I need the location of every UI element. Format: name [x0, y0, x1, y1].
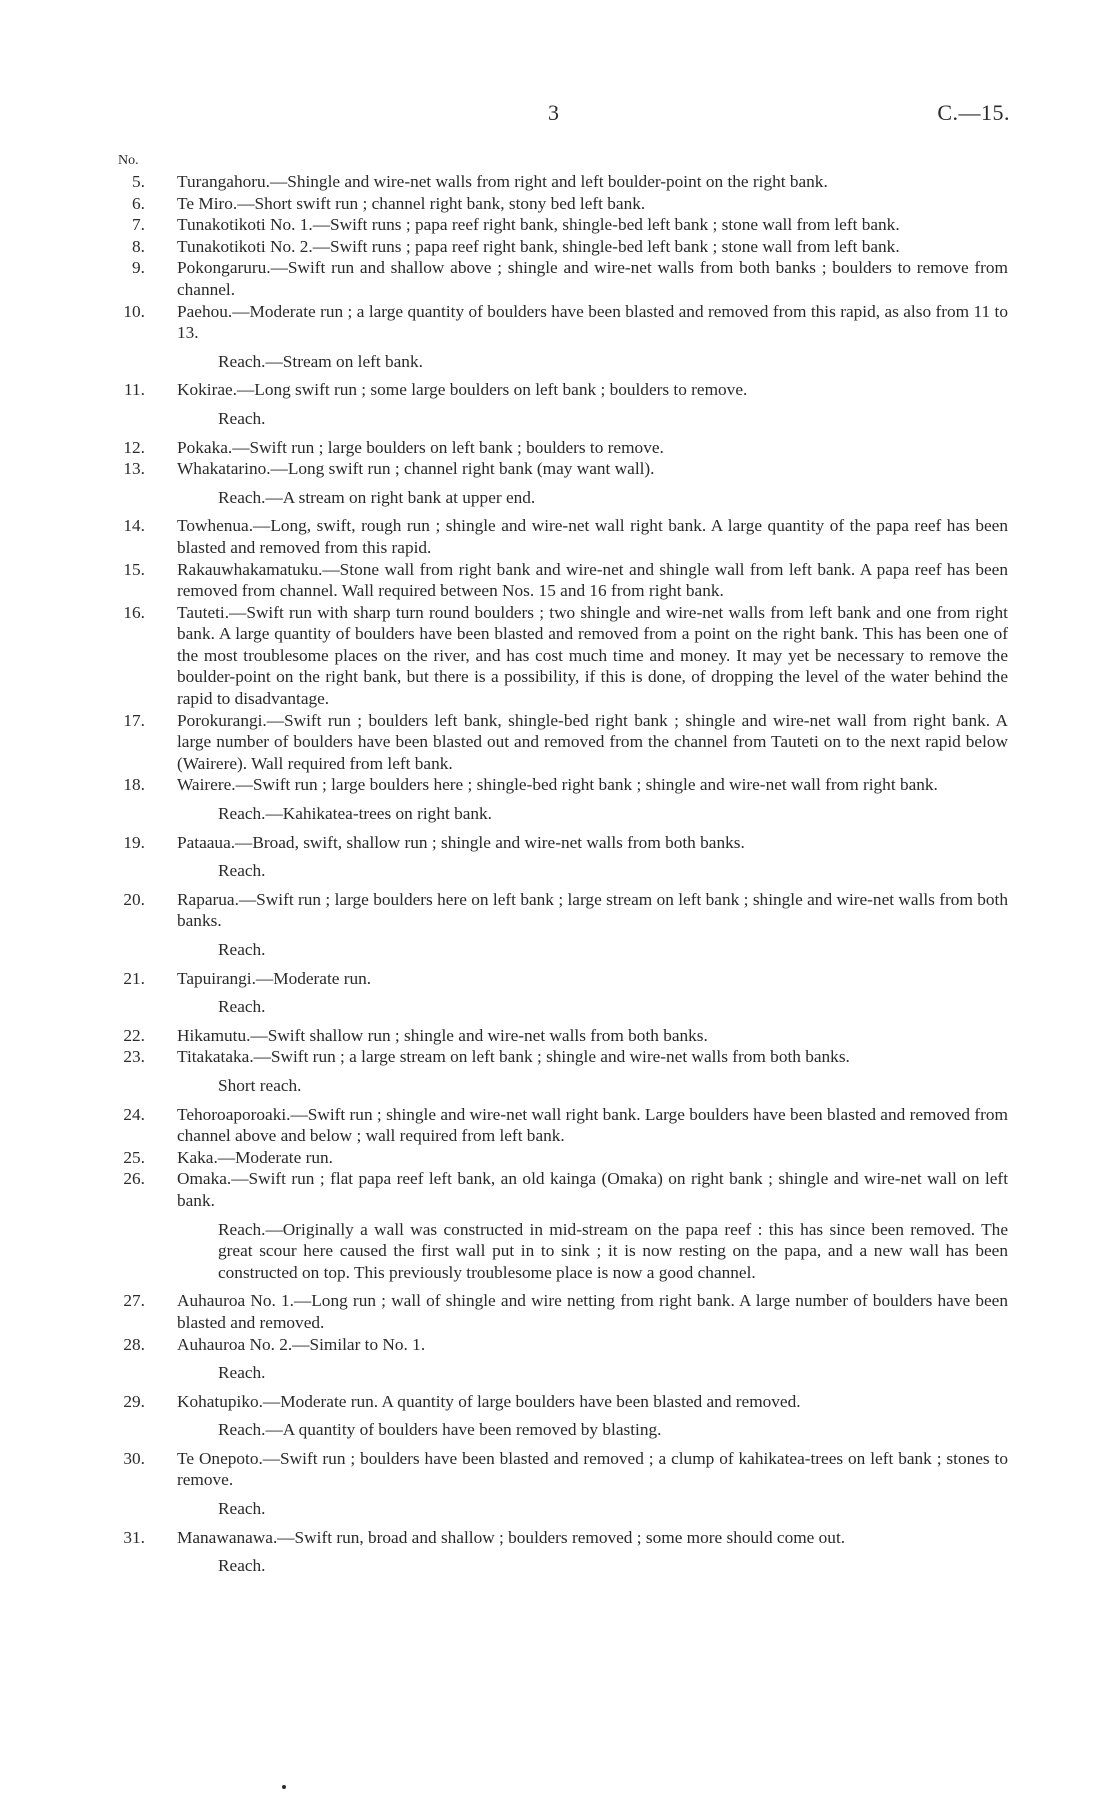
- page-header: [0, 100, 1114, 130]
- entry-number: 23.: [123, 1047, 145, 1067]
- ink-speck: [282, 1785, 286, 1789]
- entry-text: Tauteti.—Swift run with sharp turn round boulders ; two shingle and wire-net walls from left bank and one from right bank. A large quantity of boulders have been blasted and removed from a point on the right bank. This has been one of the most troublesome places on the river, and has cost much time and money. It may yet be necessary to remove the boulder-point on the right bank, but there is a possibility, if this is done, of dropping the level of the water behind the rapid to disadvantage.: [177, 602, 1008, 709]
- rapid-entry: [118, 559, 1008, 602]
- rapid-entry: [118, 968, 1008, 990]
- entry-text: Hikamutu.—Swift shallow run ; shingle and wire-net walls from both banks.: [177, 1025, 708, 1045]
- rapid-entry: [118, 1104, 1008, 1147]
- entry-text: Manawanawa.—Swift run, broad and shallow ; boulders removed ; some more should come out.: [177, 1527, 846, 1547]
- entry-number: 7.: [132, 215, 145, 235]
- entry-number: 14.: [123, 516, 145, 536]
- entry-text: Raparua.—Swift run ; large boulders here on left bank ; large stream on left bank ; shingle and wire-net walls from both banks.: [177, 889, 1008, 931]
- rapid-entry: [118, 1527, 1008, 1549]
- reach-note: Reach.: [218, 940, 266, 959]
- reach-note: Reach.: [218, 408, 266, 428]
- entry-number: 20.: [123, 889, 145, 909]
- rapid-entry: [118, 1025, 1008, 1047]
- entry-text: Titakataka.—Swift run ; a large stream on left bank ; shingle and wire-net walls from both banks.: [177, 1047, 850, 1067]
- reach-note: Reach.—Stream on left bank.: [218, 351, 423, 371]
- rapid-entry: [118, 458, 1008, 480]
- reach-note: Short reach.: [218, 1075, 302, 1095]
- rapid-entry: [118, 1290, 1008, 1333]
- entry-text: Porokurangi.—Swift run ; boulders left bank, shingle-bed right bank ; shingle and wire-net wall from right bank. A large number of boulders have been blasted out and removed from the channel from Tauteti on to the next rapid below (Wairere). Wall required from left bank.: [177, 710, 1008, 773]
- entry-text: Pokaka.—Swift run ; large boulders on left bank ; boulders to remove.: [177, 437, 664, 457]
- rapid-entry: [118, 832, 1008, 854]
- entry-text: Paehou.—Moderate run ; a large quantity of boulders have been blasted and removed from this rapid, as also from 11 to 13.: [177, 301, 1008, 343]
- entry-number: 11.: [124, 380, 145, 400]
- entry-text: Kohatupiko.—Moderate run. A quantity of large boulders have been blasted and removed.: [177, 1391, 801, 1411]
- entry-number: 21.: [123, 968, 145, 988]
- rapid-entry: [118, 171, 1008, 193]
- entry-text: Kokirae.—Long swift run ; some large boulders on left bank ; boulders to remove.: [177, 380, 748, 400]
- entry-number: 19.: [123, 832, 145, 852]
- entry-text: Turangahoru.—Shingle and wire-net walls from right and left boulder-point on the right bank.: [177, 172, 828, 191]
- page-number: 3: [548, 100, 559, 125]
- entry-number: 27.: [123, 1291, 145, 1311]
- entry-text: Pokongaruru.—Swift run and shallow above ; shingle and wire-net walls from both banks ; boulders to remove from channel.: [177, 258, 1008, 299]
- rapid-entry: [118, 236, 1008, 258]
- document-reference: C.—15.: [937, 100, 1010, 125]
- rapid-entry: [118, 214, 1008, 236]
- entry-number: 17.: [123, 710, 145, 730]
- rapid-entry: [118, 301, 1008, 344]
- entry-number: 25.: [123, 1147, 145, 1167]
- entry-number: 28.: [123, 1334, 145, 1354]
- entry-number: 12.: [123, 437, 145, 457]
- reach-note: Reach.: [218, 861, 266, 881]
- entry-text: Auhauroa No. 1.—Long run ; wall of shingle and wire netting from right bank. A large number of boulders have been blasted and removed.: [177, 1291, 1008, 1332]
- entry-text: Tapuirangi.—Moderate run.: [177, 968, 372, 988]
- entry-text: Tunakotikoti No. 1.—Swift runs ; papa reef right bank, shingle-bed left bank ; stone wall from left bank.: [177, 215, 900, 235]
- entry-text: Auhauroa No. 2.—Similar to No. 1.: [177, 1334, 426, 1354]
- entry-number: 29.: [123, 1391, 145, 1411]
- document-body: [118, 152, 1008, 1584]
- reach-note: Reach.—Originally a wall was constructed in mid-stream on the papa reef : this has since been removed. The great scour here caused the first wall put in to sink ; it is now resting on the papa, and a new wall has been constructed on top. This previously troublesome place is now a good channel.: [218, 1219, 1008, 1282]
- entry-number: 30.: [123, 1448, 145, 1468]
- entry-text: Kaka.—Moderate run.: [177, 1147, 333, 1167]
- rapid-entry: [118, 1046, 1008, 1068]
- rapid-entry: [118, 1391, 1008, 1413]
- entry-text: Rakauwhakamatuku.—Stone wall from right bank and wire-net and shingle wall from left bank. A papa reef has been removed from channel. Wall required between Nos. 15 and 16 from right bank.: [177, 559, 1008, 601]
- entry-text: Tunakotikoti No. 2.—Swift runs ; papa reef right bank, shingle-bed left bank ; stone wall from left bank.: [177, 236, 900, 256]
- rapid-entry: [118, 257, 1008, 300]
- entry-number: 15.: [123, 559, 145, 579]
- entry-number: 16.: [123, 602, 145, 622]
- rapid-entry: [118, 379, 1008, 401]
- reach-note: Reach.—Kahikatea-trees on right bank.: [218, 804, 492, 824]
- entry-number: 6.: [132, 193, 145, 213]
- entry-number: 10.: [123, 301, 145, 321]
- entry-number: 24.: [123, 1104, 145, 1124]
- entry-text: Omaka.—Swift run ; flat papa reef left bank, an old kainga (Omaka) on right bank ; shingle and wire-net wall on left bank.: [177, 1169, 1008, 1210]
- entry-text: Te Miro.—Short swift run ; channel right bank, stony bed left bank.: [177, 193, 646, 213]
- reach-note: Reach.: [218, 1499, 266, 1519]
- rapid-entry: [118, 710, 1008, 775]
- entry-text: Towhenua.—Long, swift, rough run ; shingle and wire-net wall right bank. A large quantity of the papa reef has been blasted and removed from this rapid.: [177, 516, 1008, 557]
- entry-number: 18.: [123, 775, 145, 795]
- rapid-entry: [118, 1334, 1008, 1356]
- reach-note: Reach.: [218, 1363, 266, 1383]
- rapid-entry: [118, 889, 1008, 932]
- rapid-entry: [118, 602, 1008, 710]
- column-heading: No.: [118, 153, 139, 168]
- entry-number: 8.: [132, 236, 145, 256]
- reach-note: Reach.: [218, 1556, 266, 1576]
- entry-number: 22.: [123, 1025, 145, 1045]
- entry-number: 26.: [123, 1169, 145, 1189]
- entry-number: 31.: [123, 1527, 145, 1547]
- reach-note: Reach.: [218, 997, 266, 1017]
- rapid-entry: [118, 1448, 1008, 1491]
- entry-text: Wairere.—Swift run ; large boulders here ; shingle-bed right bank ; shingle and wire-net wall from right bank.: [177, 775, 938, 795]
- entry-text: Pataaua.—Broad, swift, shallow run ; shingle and wire-net walls from both banks.: [177, 832, 745, 852]
- entry-text: Te Onepoto.—Swift run ; boulders have been blasted and removed ; a clump of kahikatea-trees on left bank ; stones to remove.: [177, 1448, 1008, 1490]
- rapid-entry: [118, 437, 1008, 459]
- reach-note: Reach.—A stream on right bank at upper end.: [218, 487, 536, 507]
- rapid-entry: [118, 774, 1008, 796]
- entry-number: 9.: [132, 258, 145, 278]
- rapid-entry: [118, 1147, 1008, 1169]
- reach-note: Reach.—A quantity of boulders have been removed by blasting.: [218, 1420, 662, 1440]
- rapid-entry: [118, 1168, 1008, 1211]
- entry-number: 5.: [132, 172, 145, 191]
- entry-text: Whakatarino.—Long swift run ; channel right bank (may want wall).: [177, 459, 655, 479]
- entry-number: 13.: [123, 459, 145, 479]
- rapid-entry: [118, 515, 1008, 558]
- rapid-entry: [118, 193, 1008, 215]
- entry-text: Tehoroaporoaki.—Swift run ; shingle and wire-net wall right bank. Large boulders have been blasted and removed from channel above and below ; wall required from left bank.: [177, 1104, 1008, 1146]
